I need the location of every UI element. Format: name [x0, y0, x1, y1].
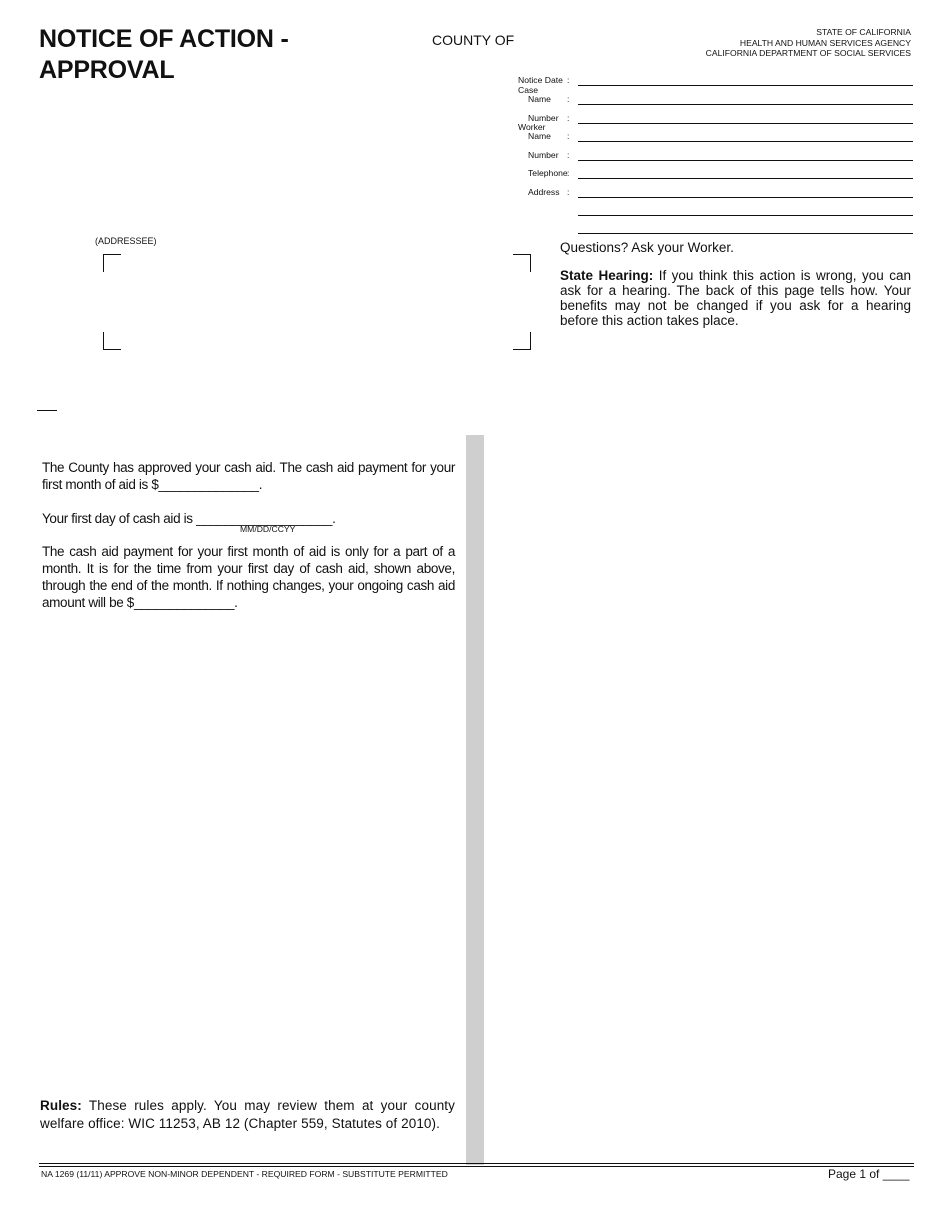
- title-line-2: APPROVAL: [39, 56, 175, 84]
- date-format-hint: MM/DD/CCYY: [240, 524, 296, 534]
- notice-date-colon: :: [567, 75, 570, 85]
- page-title: [39, 24, 289, 86]
- agency-line-1: STATE OF CALIFORNIA: [816, 27, 911, 37]
- address-label: Address: [528, 187, 560, 197]
- telephone-field[interactable]: [578, 178, 913, 179]
- addressee-label: (ADDRESSEE): [95, 236, 157, 246]
- address-field-line-3[interactable]: [578, 233, 913, 234]
- rules-paragraph: [40, 1097, 455, 1133]
- partial-month-paragraph: The cash aid payment for your first month of aid is only for a part of a month. It is for the time from your first day of cash aid, shown above, through the end of the month. If nothing changes, your ongoing cash aid amount will be $______________.: [42, 544, 455, 610]
- first-day-paragraph: Your first day of cash aid is ___________________.: [42, 511, 336, 526]
- agency-line-3: CALIFORNIA DEPARTMENT OF SOCIAL SERVICES: [705, 48, 911, 58]
- case-group-label: Case: [518, 85, 539, 95]
- case-name-field[interactable]: [578, 104, 913, 105]
- page-number: Page 1 of ____: [828, 1167, 910, 1181]
- title-line-1: NOTICE OF ACTION -: [39, 25, 289, 53]
- fold-mark: [37, 410, 57, 411]
- worker-number-field[interactable]: [578, 160, 913, 161]
- worker-group-label: Worker: [518, 122, 546, 132]
- notice-date-label: Notice Date: [518, 75, 563, 85]
- address-field-line-2[interactable]: [578, 215, 913, 216]
- telephone-label: Telephone: [528, 168, 568, 178]
- addressee-corner-bottom-right: [513, 332, 531, 350]
- questions-text: Questions? Ask your Worker.: [560, 240, 734, 255]
- address-colon: :: [567, 187, 570, 197]
- form-number: NA 1269 (11/11) APPROVE NON-MINOR DEPENDENT - REQUIRED FORM - SUBSTITUTE PERMITTED: [41, 1169, 448, 1179]
- worker-number-colon: :: [567, 150, 570, 160]
- worker-name-colon: :: [567, 131, 570, 141]
- telephone-colon: :: [567, 168, 570, 178]
- state-hearing-paragraph: [560, 268, 911, 328]
- address-field-line-1[interactable]: [578, 197, 913, 198]
- case-name-label: Name: [528, 94, 551, 104]
- approval-paragraph: The County has approved your cash aid. The cash aid payment for your first month of aid is $______________.: [42, 460, 455, 492]
- agency-line-2: HEALTH AND HUMAN SERVICES AGENCY: [739, 37, 911, 48]
- rules-text: These rules apply. You may review them at your county welfare office: WIC 11253, AB 12 (Chapter 559, Statutes of 2010).: [40, 1098, 455, 1131]
- worker-number-label: Number: [528, 150, 559, 160]
- addressee-corner-top-left: [103, 254, 121, 272]
- case-number-colon: :: [567, 113, 570, 123]
- case-number-field[interactable]: [578, 123, 913, 124]
- notice-date-field[interactable]: [578, 85, 913, 86]
- state-hearing-label: State Hearing:: [560, 268, 654, 283]
- county-label: COUNTY OF: [432, 32, 515, 48]
- case-name-colon: :: [567, 94, 570, 104]
- worker-name-label: Name: [528, 131, 551, 141]
- addressee-corner-top-right: [513, 254, 531, 272]
- state-hearing-text: If you think this action is wrong, you can ask for a hearing. The back of this page tells how. Your benefits may not be changed if you ask for a hearing before this action takes place.: [560, 268, 911, 328]
- footer-rule-2: [39, 1166, 914, 1167]
- worker-name-field[interactable]: [578, 141, 913, 142]
- addressee-corner-bottom-left: [103, 332, 121, 350]
- case-number-label: Number: [528, 113, 559, 123]
- footer-rule-1: [39, 1163, 914, 1164]
- agency-block: [706, 27, 911, 59]
- rules-label: Rules:: [40, 1098, 82, 1113]
- gray-divider-bar: [466, 435, 484, 1165]
